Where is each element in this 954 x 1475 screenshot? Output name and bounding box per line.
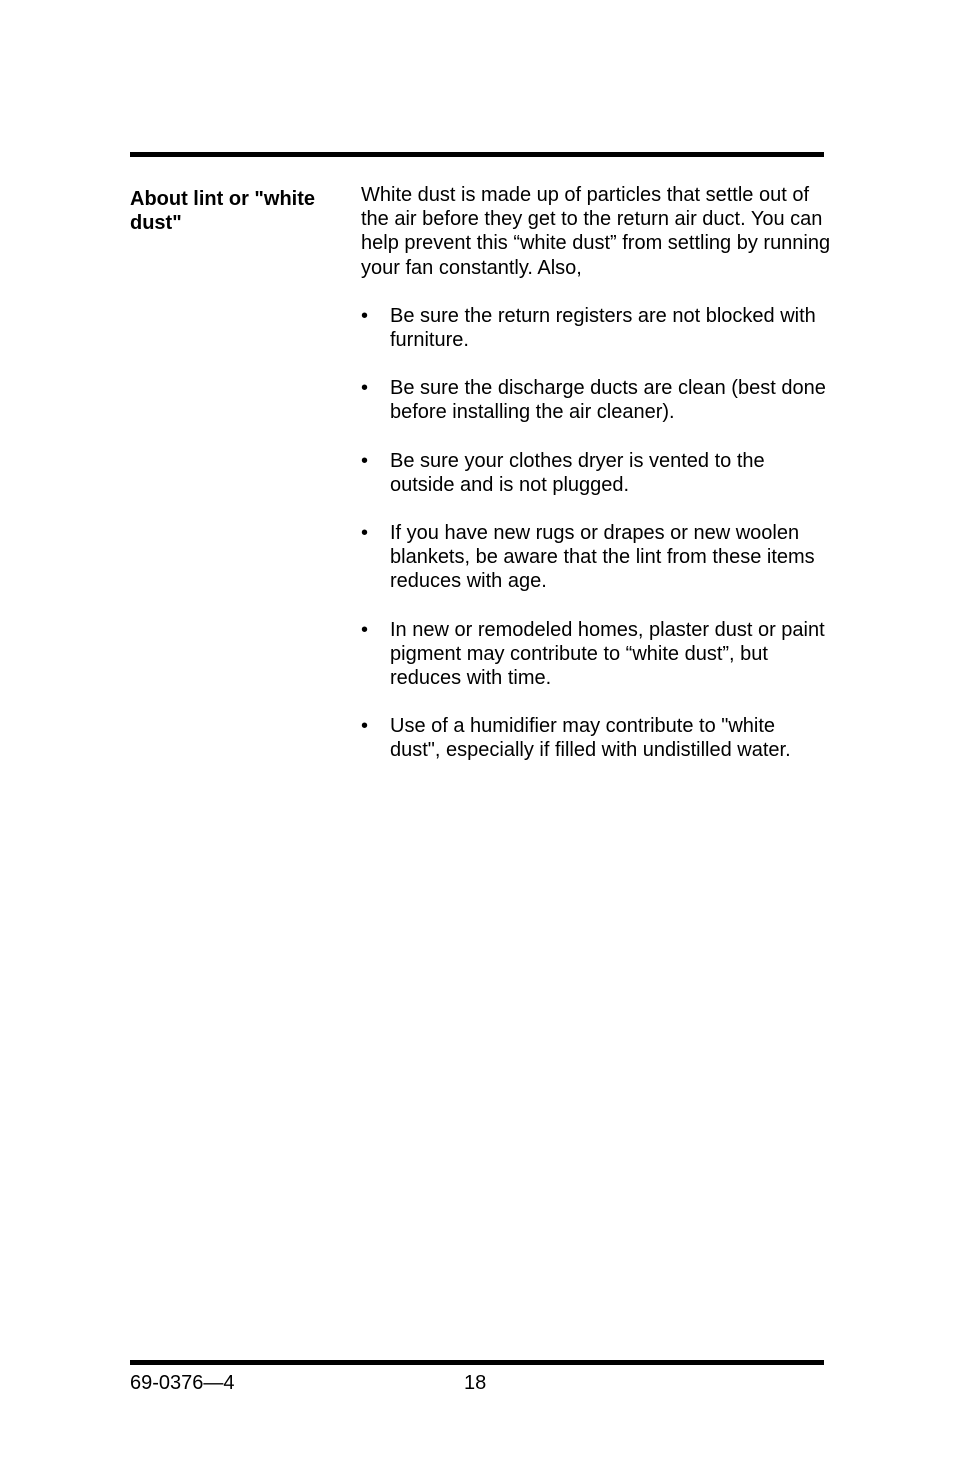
bullet-item — [361, 449, 831, 497]
bottom-rule — [130, 1360, 824, 1365]
bullet-item — [361, 376, 831, 424]
bullet-icon: • — [361, 618, 369, 641]
bullet-text: Be sure the discharge ducts are clean (best done before installing the air cleaner). — [390, 377, 826, 424]
page-number: 18 — [464, 1372, 487, 1394]
bullet-text: If you have new rugs or drapes or new woolen blankets, be aware that the lint from these items reduces with age. — [390, 522, 815, 593]
bullet-item — [361, 521, 831, 594]
bullet-text: Be sure your clothes dryer is vented to the outside and is not plugged. — [390, 449, 765, 496]
bullet-item — [361, 618, 831, 691]
bullet-icon: • — [361, 522, 369, 545]
bullet-item — [361, 714, 831, 762]
bullet-text: Use of a humidifier may contribute to "white dust", especially if filled with undistilled water. — [390, 715, 791, 762]
top-rule — [130, 152, 824, 157]
bullet-list — [361, 304, 831, 763]
bullet-icon: • — [361, 304, 369, 327]
bullet-icon: • — [361, 377, 369, 400]
bullet-icon: • — [361, 449, 369, 472]
bullet-item — [361, 304, 831, 352]
section-body — [361, 183, 831, 787]
document-number: 69-0376—4 — [130, 1372, 235, 1394]
bullet-icon: • — [361, 715, 369, 738]
bullet-text: Be sure the return registers are not blocked with furniture. — [390, 304, 816, 352]
bullet-text: In new or remodeled homes, plaster dust or paint pigment may contribute to “white dust”, but reduces with time. — [390, 618, 825, 690]
intro-paragraph: White dust is made up of particles that settle out of the air before they get to the return air duct. You can help prevent this “white dust” from settling by running your fan constantly. Also, — [361, 184, 831, 279]
section-heading: About lint or "white dust" — [130, 188, 316, 234]
